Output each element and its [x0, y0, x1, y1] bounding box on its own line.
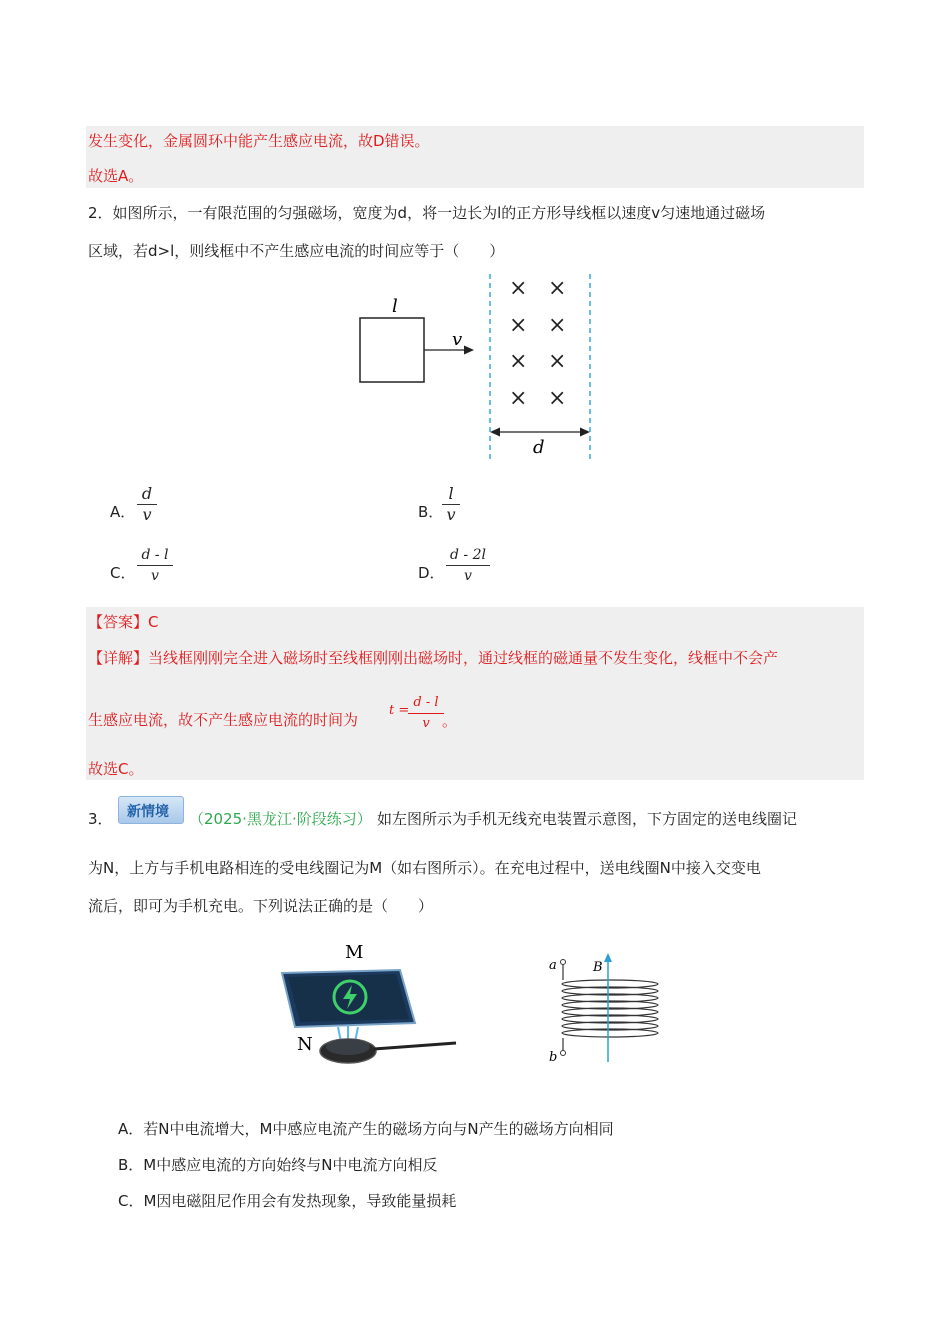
cross-mark: ×: [548, 386, 567, 411]
cross-mark: ×: [509, 313, 528, 338]
q3-stem-line1: 如左图所示为手机无线充电装置示意图，下方固定的送电线圈记: [377, 810, 798, 828]
fraction-denominator: v: [422, 716, 430, 731]
q2-figure-magnetic-field: [355, 270, 605, 470]
fraction-bar: [137, 565, 173, 566]
fraction-numerator: d - l: [413, 695, 439, 710]
velocity-arrowhead: [464, 346, 474, 355]
cross-mark: ×: [548, 349, 567, 374]
square-coil: [360, 318, 424, 382]
detail-fraction: [408, 695, 444, 732]
cross-mark: ×: [509, 276, 528, 301]
option-b-letter[interactable]: B．: [418, 503, 444, 521]
answer-shade-q2: [86, 607, 864, 780]
charging-pad-top: [326, 1039, 370, 1055]
q2-answer: [88, 612, 159, 632]
figure-label-N: N: [297, 1034, 313, 1055]
cross-mark: ×: [509, 386, 528, 411]
fraction-bar: [446, 565, 490, 566]
q3-number: 3．: [88, 810, 113, 828]
fraction-numerator: d: [141, 484, 153, 503]
width-arrowhead-right: [580, 428, 590, 437]
prev-explanation: 发生变化，金属圆环中能产生感应电流，故D错误。: [88, 132, 430, 150]
field-axis-arrowhead: [604, 953, 612, 962]
badge-label: 新情境: [127, 804, 169, 820]
option-c-letter[interactable]: C．: [110, 564, 136, 582]
prev-choose: 故选A。: [88, 167, 144, 185]
q3-stem-line3: 流后，即可为手机充电。下列说法正确的是（ ）: [88, 897, 434, 915]
q3-stem-line2: 为N，上方与手机电路相连的受电线圈记为M（如右图所示）。在充电过程中，送电线圈N中接入交变电: [88, 859, 761, 877]
fraction-denominator: v: [142, 505, 152, 524]
answer-label: 【答案】: [88, 613, 149, 631]
q3-option-c[interactable]: C．M因电磁阻尼作用会有发热现象，导致能量损耗: [118, 1192, 457, 1210]
q2-detail-line1: [88, 648, 778, 668]
q2-detail-line2: [88, 710, 358, 730]
answer-value: C: [148, 613, 159, 631]
terminal-a: [561, 960, 566, 965]
option-a-letter[interactable]: A．: [110, 503, 136, 521]
formula-lhs: t =: [389, 703, 410, 718]
terminal-label-a: a: [549, 958, 557, 973]
option-a-fraction[interactable]: [137, 486, 157, 523]
width-arrowhead-left: [490, 428, 500, 437]
option-d-fraction[interactable]: [446, 547, 490, 584]
option-b-fraction[interactable]: [442, 486, 460, 523]
field-label-B: B: [593, 960, 603, 975]
detail-label: 【详解】: [88, 649, 149, 667]
coil-turns: [562, 980, 658, 1037]
cross-mark: ×: [548, 313, 567, 338]
charger-cable: [374, 1043, 456, 1049]
fraction-bar: [408, 713, 444, 714]
q2-stem-line1: 2．如图所示，一有限范围的匀强磁场，宽度为d，将一边长为l的正方形导线框以速度v匀速地通过磁场: [88, 204, 766, 222]
terminal-b: [561, 1051, 566, 1056]
new-context-badge: [118, 796, 184, 824]
detail-text: 当线框刚刚完全进入磁场时至线框刚刚出磁场时，通过线框的磁通量不发生变化，线框中不会产: [148, 649, 779, 667]
figure-label-l: l: [392, 296, 398, 317]
option-c-fraction[interactable]: [137, 547, 173, 584]
terminal-label-b: b: [549, 1050, 558, 1065]
q2-stem-line2: 区域，若d>l，则线框中不产生感应电流的时间应等于（ ）: [88, 242, 505, 260]
q2-choose: 故选C。: [88, 760, 144, 778]
field-crosses: [509, 276, 566, 411]
figure-label-d: d: [533, 437, 545, 458]
detail-text: 生感应电流，故不产生感应电流的时间为: [88, 711, 359, 729]
cross-mark: ×: [548, 276, 567, 301]
figure-label-v: v: [452, 329, 463, 350]
figure-label-M: M: [345, 942, 364, 963]
q3-option-b[interactable]: B．M中感应电流的方向始终与N中电流方向相反: [118, 1156, 438, 1174]
fraction-numerator: d - 2l: [450, 547, 486, 563]
option-d-letter[interactable]: D．: [418, 564, 445, 582]
q3-option-a[interactable]: A．若N中电流增大，M中感应电流产生的磁场方向与N产生的磁场方向相同: [118, 1120, 614, 1138]
fraction-numerator: l: [448, 484, 454, 503]
cross-mark: ×: [509, 349, 528, 374]
wireless-charger-figure: [270, 935, 470, 1075]
fraction-denominator: v: [446, 505, 456, 524]
coil-figure: [540, 950, 670, 1065]
fraction-denominator: v: [464, 568, 472, 584]
fraction-denominator: v: [151, 568, 159, 584]
q3-source: （2025·黑龙江·阶段练习）: [189, 810, 372, 828]
fraction-numerator: d - l: [141, 547, 169, 563]
detail-end: 。: [442, 712, 458, 730]
